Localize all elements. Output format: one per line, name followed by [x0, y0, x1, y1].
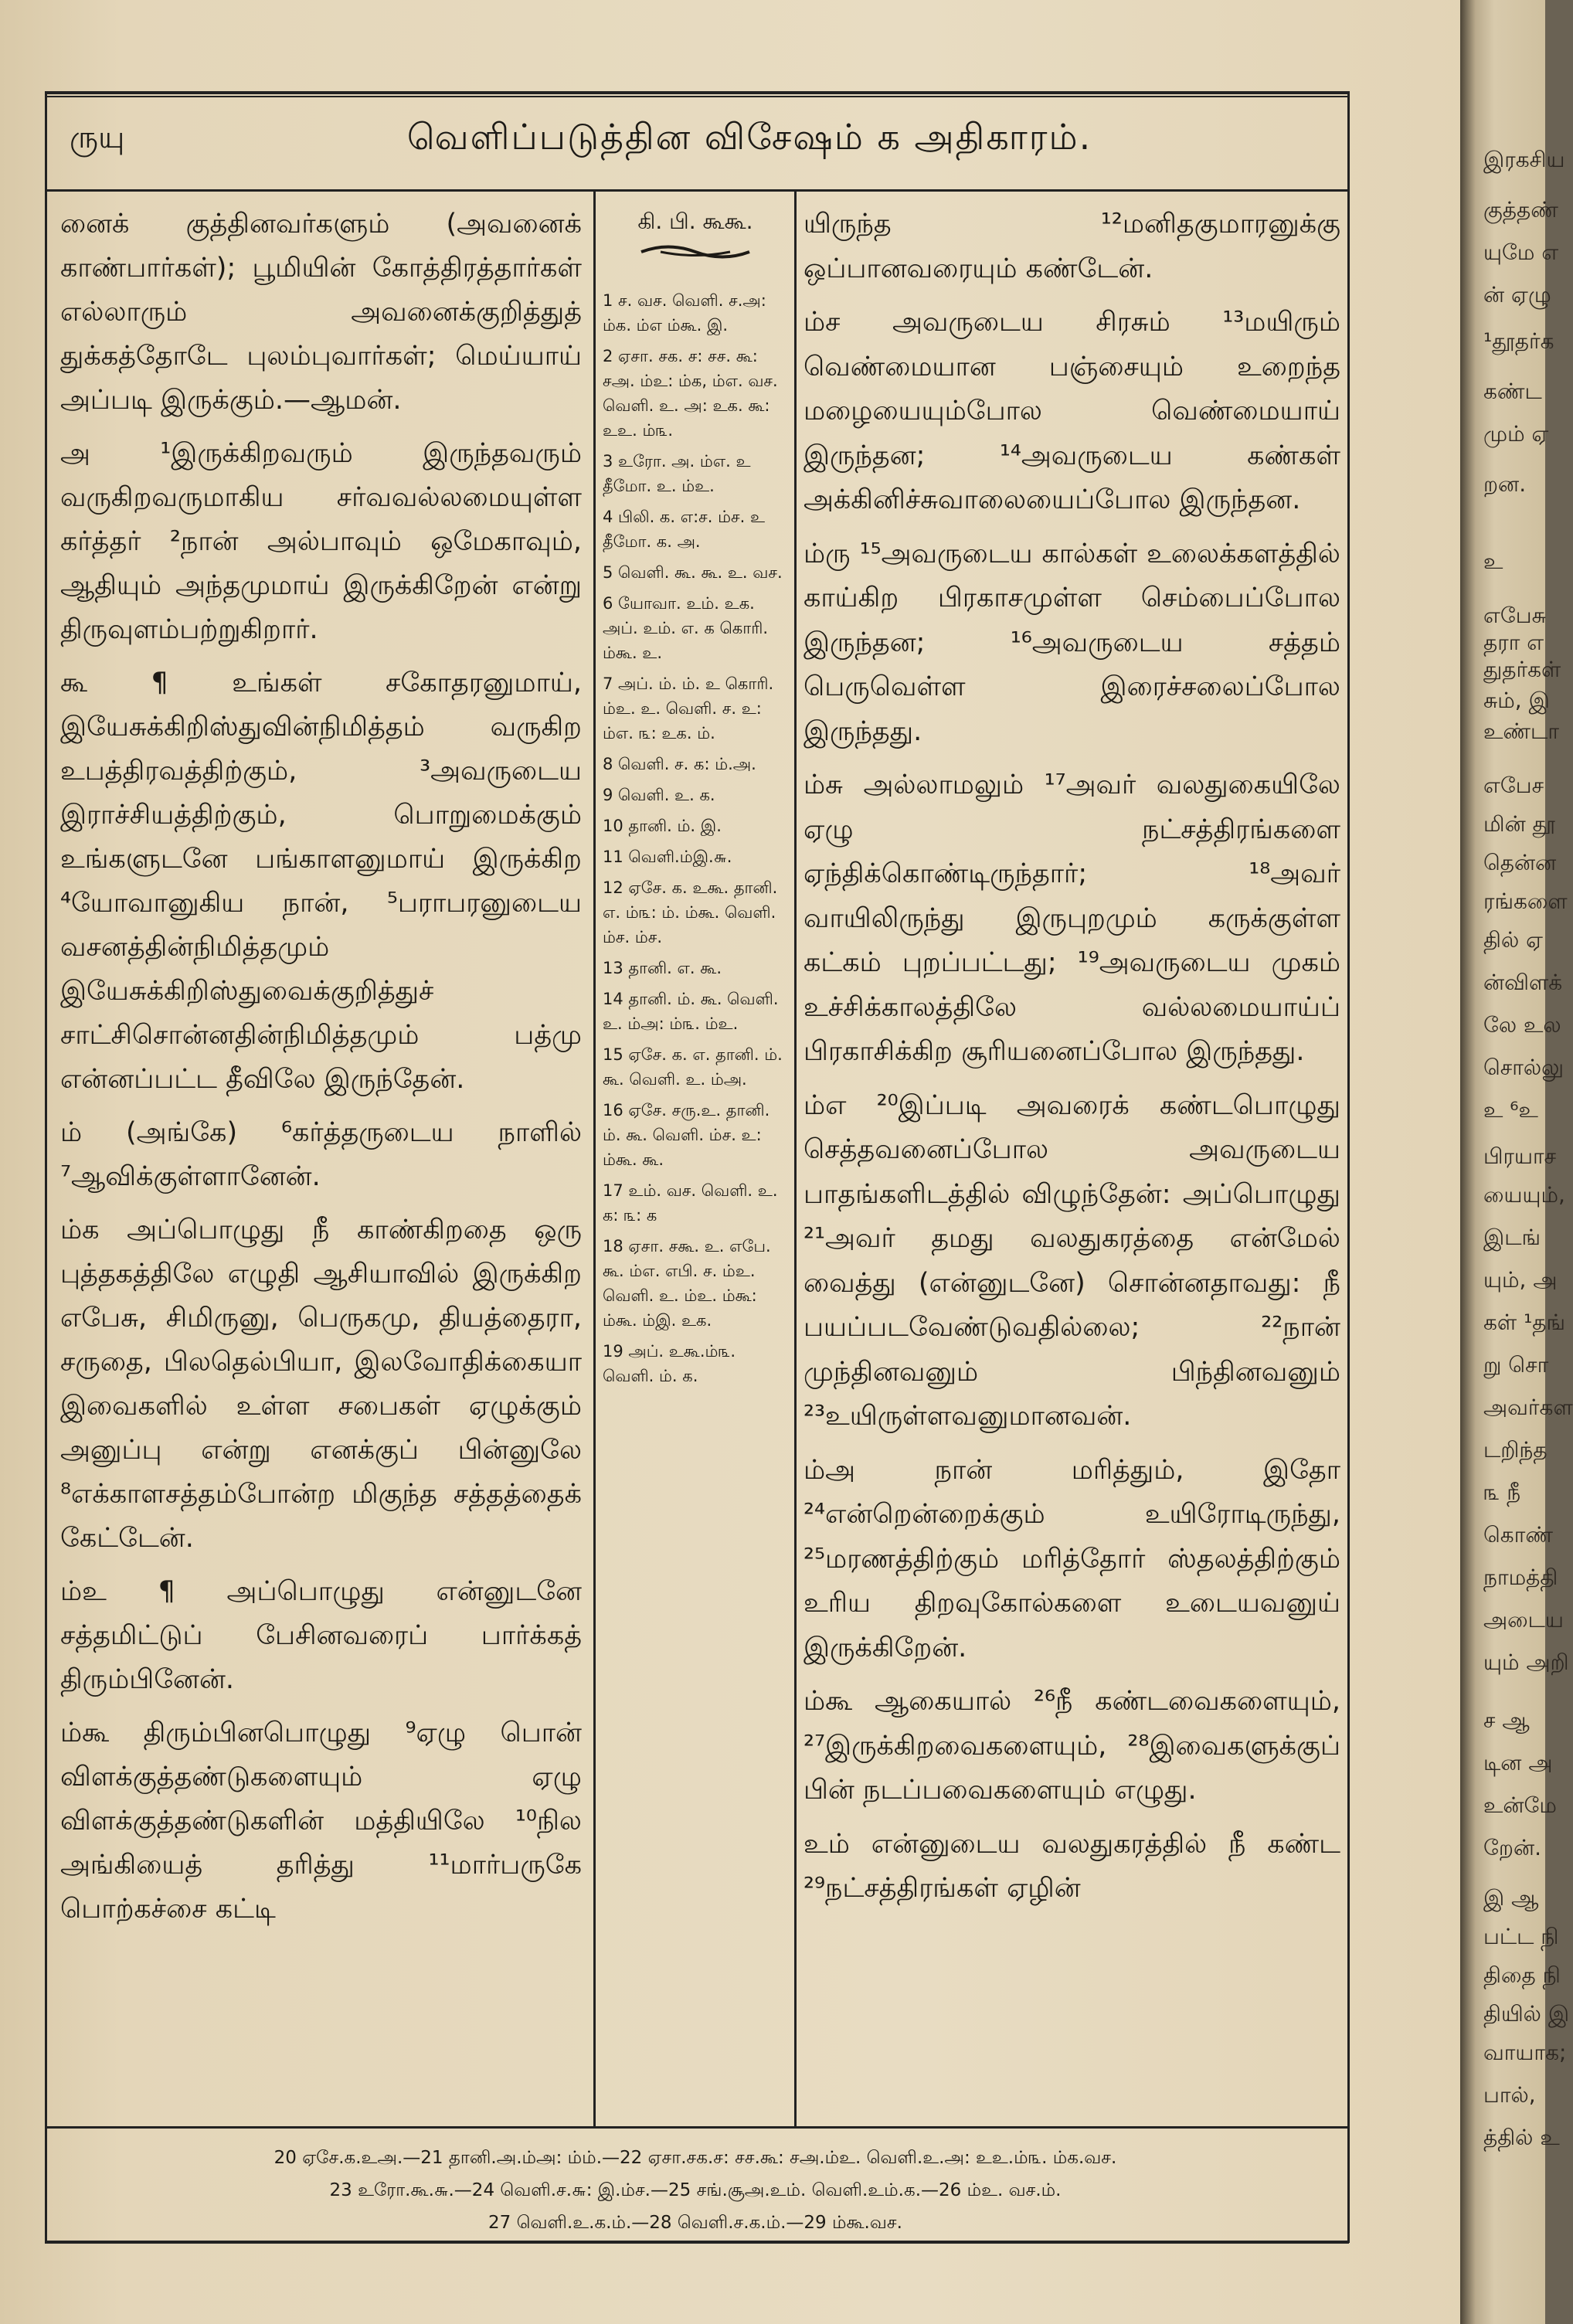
verse-paragraph: ம்அ நான் மரித்தும், இதோ ²⁴என்றென்றைக்கும் உயிரோடிருந்து, ²⁵மரணத்திற்கும் மரித்தோர் ஸ்தலத்திற்கும் உரிய திறவுகோல்களை உடையவனுய் இருக்கிறேன்.: [803, 1454, 1340, 1663]
adjacent-page-fragment: கொண்: [1483, 1522, 1553, 1548]
adjacent-page-fragment: பட்ட நி: [1483, 1924, 1559, 1949]
verse-paragraph: அ ¹இருக்கிறவரும் இருந்தவரும் வருகிறவருமாகிய சர்வவல்லமையுள்ள கர்த்தர் ²நான் அல்பாவும் ஒமேகாவும், ஆதியும் அந்தமுமாய் இருக்கிறேன் என்று திருவுளம்பற்றுகிறார்.: [60, 438, 582, 645]
page-number: ருயு: [70, 120, 125, 155]
frame-top-rule-thin: [45, 96, 1349, 97]
adjacent-page-fragment: எபேசு: [1483, 603, 1546, 628]
margin-reference: 4 பிலி. க. எ:ச. ம்ச. உ தீமோ. க. அ.: [603, 508, 766, 551]
footnote-line: 20 ஏசே.க.உஅ.—21 தானி.அ.ம்அ: ம்ம்.—22 ஏசா.சக.ச: சச.கூ: சஅ.ம்உ. வெளி.உ.அ: உஉ.ம்௩. ம்க.வச.: [273, 2148, 1117, 2168]
margin-reference: 12 ஏசே. க. உகூ. தானி. எ. ம்௩: ம். ம்கூ. வெளி. ம்ச. ம்ச.: [603, 878, 778, 946]
adjacent-page-fragment: மும் ஏ: [1483, 421, 1549, 447]
adjacent-page-fragment: று சொ: [1483, 1352, 1549, 1378]
adjacent-page-fragment: உண்டா: [1483, 719, 1559, 744]
adjacent-page-fragment: யும் அறி: [1483, 1650, 1569, 1675]
adjacent-page-fragment: இடங்: [1483, 1225, 1541, 1250]
margin-reference: 8 வெளி. ச. க: ம்.அ.: [603, 755, 756, 773]
adjacent-page-fragment: ரங்களை: [1483, 888, 1568, 914]
adjacent-page-fragment: யுமே எ: [1483, 240, 1559, 265]
page-title: வெளிப்படுத்தின விசேஷம் க அதிகாரம்.: [406, 116, 1092, 158]
margin-reference: 18 ஏசா. சகூ. உ. எபே. கூ. ம்எ. எபி. ச. ம்உ. வெளி. உ. ம்உ. ம்கூ: ம்கூ. ம்இ. உக.: [603, 1237, 771, 1330]
adjacent-page-fragment: தென்ன: [1483, 850, 1557, 875]
adjacent-page-fragment: யையும்,: [1483, 1182, 1565, 1208]
column-divider-right: [794, 192, 797, 2126]
right-text-column: [803, 202, 1340, 1921]
verse-paragraph: ம்எ ²⁰இப்படி அவரைக் கண்டபொழுது செத்தவனைப்போல அவருடைய பாதங்களிடத்தில் விழுந்தேன்: அப்பொழுது ²¹அவர் தமது வலதுகரத்தை என்மேல் வைத்து (என்னுடனே) சொன்னதாவது: நீ பயப்படவேண்டுவதில்லை; ²²நான் முந்தினவனும் பிந்தினவனும் ²³உயிருள்ளவனுமானவன்.: [803, 1089, 1340, 1432]
adjacent-page-fragment: ன் ஏழு: [1483, 282, 1551, 307]
adjacent-page-fragment: அவர்கள: [1483, 1395, 1573, 1420]
adjacent-page-fragment: ¹தூதர்க: [1483, 328, 1554, 354]
verse-paragraph: ம் (அங்கே) ⁶கர்த்தருடைய நாளில் ⁷ஆவிக்குள்ளானேன்.: [60, 1117, 582, 1192]
margin-reference: 5 வெளி. கூ. கூ. உ. வச.: [603, 563, 783, 582]
frame-top-rule: [45, 91, 1349, 94]
adjacent-page-fragment: உ ⁶உ: [1483, 1097, 1538, 1123]
adjacent-page-fragment: கள் ¹தங்: [1483, 1310, 1566, 1335]
adjacent-page-fragment: துதர்கள்: [1483, 657, 1561, 682]
margin-reference: 2 ஏசா. சக. ச: சச. கூ: சஅ. ம்உ: ம்க, ம்எ. வச. வெளி. உ. அ: உக. கூ: உஉ. ம்௩.: [603, 347, 778, 440]
frame-right-rule: [1347, 91, 1350, 2243]
footnote-rule: [45, 2126, 1349, 2129]
margin-reference: 9 வெளி. உ. க.: [603, 786, 715, 804]
margin-heading: கி. பி. கூகூ.: [637, 209, 753, 234]
footnote-line: 23 உரோ.கூ.௬.—24 வெளி.ச.௬: இ.ம்ச.—25 சங்.சூஅ.உம். வெளி.உம்.க.—26 ம்உ. வச.ம்.: [329, 2180, 1062, 2200]
margin-reference: 1 ச. வச. வெளி. ச.அ: ம்க. ம்எ ம்கூ. இ.: [603, 291, 766, 335]
column-divider-left: [593, 192, 596, 2126]
adjacent-page-fragment: உ: [1483, 549, 1503, 574]
adjacent-page-fragment: த்தில் உ: [1483, 2125, 1560, 2150]
margin-references-column: [603, 202, 788, 1395]
margin-reference: 17 உம். வச. வெளி. உ. க: ௩: க: [603, 1181, 778, 1225]
adjacent-page-fragment: றேன்.: [1483, 1835, 1541, 1860]
adjacent-page-fragment: கண்ட: [1483, 379, 1542, 404]
adjacent-page-fragment: பிரயாச: [1483, 1143, 1557, 1169]
margin-reference: 10 தானி. ம். இ.: [603, 817, 722, 835]
frame-bottom-rule: [45, 2241, 1349, 2244]
adjacent-page-fragment: யும், அ: [1483, 1267, 1558, 1293]
margin-reference: 11 வெளி.ம்இ.௬.: [603, 848, 732, 866]
margin-reference: 15 ஏசே. க. எ. தானி. ம். கூ. வெளி. உ. ம்அ.: [603, 1045, 783, 1089]
verse-paragraph: ம்சு அல்லாமலும் ¹⁷அவர் வலதுகையிலே ஏழு நட்சத்திரங்களை ஏந்திக்கொண்டிருந்தார்; ¹⁸அவர் வாயிலிருந்து இருபுறமும் கருக்குள்ள கட்கம் புறப்பட்டது; ¹⁹அவருடைய முகம் உச்சிக்காலத்திலே வல்லமையாய்ப் பிரகாசிக்கிற சூரியனைப்போல இருந்தது.: [803, 770, 1340, 1067]
verse-paragraph: னைக் குத்தினவர்களும் (அவனைக் காண்பார்கள்); பூமியின் கோத்திரத்தார்கள் எல்லாரும் அவனைக்குறித்துத் துக்கத்தோடே புலம்புவார்கள்; மெய்யாய் அப்படி இருக்கும்.—ஆமன்.: [60, 209, 582, 416]
margin-reference: 6 யோவா. உம். உக. அப். உம். எ. க கொரி. ம்கூ. உ.: [603, 594, 768, 662]
adjacent-page-fragment: பால்,: [1483, 2082, 1536, 2108]
footnote-line: 27 வெளி.உ.க.ம்.—28 வெளி.ச.க.ம்.—29 ம்கூ.வச.: [488, 2213, 902, 2233]
adjacent-page-fragment: ௩ நீ: [1483, 1480, 1521, 1505]
adjacent-page-fragment: தரா எ: [1483, 630, 1544, 655]
verse-paragraph: ம்உ ¶ அப்பொழுது என்னுடனே சத்தமிட்டுப் பேசினவரைப் பார்க்கத் திரும்பினேன்.: [60, 1576, 582, 1695]
footnotes: [70, 2142, 1321, 2239]
verse-paragraph: ம்கூ திரும்பினபொழுது ⁹ஏழு பொன் விளக்குத்தண்டுகளையும் ஏழு விளக்குத்தண்டுகளின் மத்தியிலே ¹⁰நில அங்கியைத் தரித்து ¹¹மார்பருகே பொற்கச்சை கட்டி: [60, 1718, 582, 1925]
left-text-column: [60, 202, 582, 1941]
frame-left-rule: [45, 91, 47, 2243]
adjacent-page-fragment: சொல்லு: [1483, 1055, 1565, 1080]
margin-reference: 3 உரோ. அ. ம்எ. உ தீமோ. உ. ம்உ.: [603, 452, 751, 495]
adjacent-page-fragment: இ ஆ: [1483, 1885, 1539, 1911]
header-rule: [45, 189, 1349, 192]
verse-paragraph: கூ ¶ உங்கள் சகோதரனுமாய், இயேசுக்கிறிஸ்துவின்நிமித்தம் வருகிற உபத்திரவத்திற்கும், ³அவருடைய இராச்சியத்திற்கும், பொறுமைக்கும் உங்களுடனே பங்காளனுமாய் இருக்கிற ⁴யோவானுகிய நான், ⁵பராபரனுடைய வசனத்தின்நிமித்தமும் இயேசுக்கிறிஸ்துவைக்குறித்துச் சாட்சிசொன்னதின்நிமித்தமும் பத்மு என்னப்பட்ட தீவிலே இருந்தேன்.: [60, 668, 582, 1095]
adjacent-page-fragment: டறிந்த: [1483, 1437, 1548, 1463]
adjacent-page-fragment: ச ஆ: [1483, 1707, 1530, 1733]
adjacent-page-fragment: மின் தூ: [1483, 811, 1556, 837]
adjacent-page-fragment: சும், இ: [1483, 688, 1550, 713]
ornament-flourish-icon: [637, 240, 753, 263]
adjacent-page-fragment: தியில் இ: [1483, 2001, 1570, 2027]
verse-paragraph: ம்ச அவருடைய சிரசும் ¹³மயிரும் வெண்மையான பஞ்சையும் உறைந்த மழையையும்போல வெண்மையாய் இருந்தன; ¹⁴அவருடைய கண்கள் அக்கினிச்சுவாலையைப்போல இருந்தன.: [803, 307, 1340, 515]
verse-paragraph: ம்கூ ஆகையால் ²⁶நீ கண்டவைகளையும், ²⁷இருக்கிறவைகளையும், ²⁸இவைகளுக்குப் பின் நடப்பவைகளையும் எழுது.: [803, 1686, 1340, 1806]
adjacent-page-edge: [1460, 0, 1573, 2324]
adjacent-page-fragment: உன்மே: [1483, 1792, 1557, 1818]
verse-paragraph: ம்க அப்பொழுது நீ காண்கிறதை ஒரு புத்தகத்திலே எழுதி ஆசியாவில் இருக்கிற எபேசு, சிமிருனு, பெருகமு, தியத்தைரா, சருதை, பிலதெல்பியா, இலவோதிக்கையா இவைகளில் உள்ள சபைகள் ஏழுக்கும் அனுப்பு என்று எனக்குப் பின்னுலே ⁸எக்காளசத்தம்போன்ற மிகுந்த சத்தத்தைக் கேட்டேன்.: [60, 1215, 582, 1554]
margin-reference: 13 தானி. எ. கூ.: [603, 959, 722, 977]
adjacent-page-fragment: லே உல: [1483, 1012, 1561, 1038]
margin-reference: 16 ஏசே. சரு.உ. தானி. ம். கூ. வெளி. ம்ச. உ: ம்கூ. கூ.: [603, 1101, 770, 1169]
verse-paragraph: ம்ரு ¹⁵அவருடைய கால்கள் உலைக்களத்தில் காய்கிற பிரகாசமுள்ள செம்பைப்போல இருந்தன; ¹⁶அவருடைய சத்தம் பெருவெள்ள இரைச்சலைப்போல இருந்தது.: [803, 538, 1340, 747]
margin-reference: 14 தானி. ம். கூ. வெளி. உ. ம்அ: ம்௩. ம்உ.: [603, 990, 779, 1033]
margin-reference: 19 அப். உகூ.ம்௩. வெளி. ம். க.: [603, 1342, 736, 1385]
adjacent-page-fragment: டின அ: [1483, 1750, 1553, 1775]
verse-paragraph: உம் என்னுடைய வலதுகரத்தில் நீ கண்ட ²⁹நட்சத்திரங்கள் ஏழின்: [803, 1828, 1340, 1904]
adjacent-page-fragment: எபேச: [1483, 773, 1544, 798]
adjacent-page-fragment: குத்தண்: [1483, 197, 1558, 223]
adjacent-page-fragment: திதை நி: [1483, 1962, 1561, 1988]
margin-reference: 7 அப். ம். ம். உ கொரி. ம்உ. உ. வெளி. ச. உ: ம்எ. ௩: உக. ம்.: [603, 674, 774, 742]
adjacent-page-fragment: ன்விளக்: [1483, 970, 1563, 995]
adjacent-page-fragment: தில் ஏ: [1483, 927, 1543, 953]
adjacent-page-fragment: நாமத்தி: [1483, 1565, 1558, 1590]
adjacent-page-fragment: றன.: [1483, 471, 1527, 497]
adjacent-page-fragment: வாயாக;: [1483, 2040, 1567, 2065]
adjacent-page-fragment: இரகசிய: [1483, 147, 1565, 172]
adjacent-page-fragment: அடைய: [1483, 1607, 1564, 1633]
reference-list: [603, 288, 788, 1388]
verse-paragraph: யிருந்த ¹²மனிதகுமாரனுக்கு ஒப்பானவரையும் கண்டேன்.: [803, 209, 1340, 284]
